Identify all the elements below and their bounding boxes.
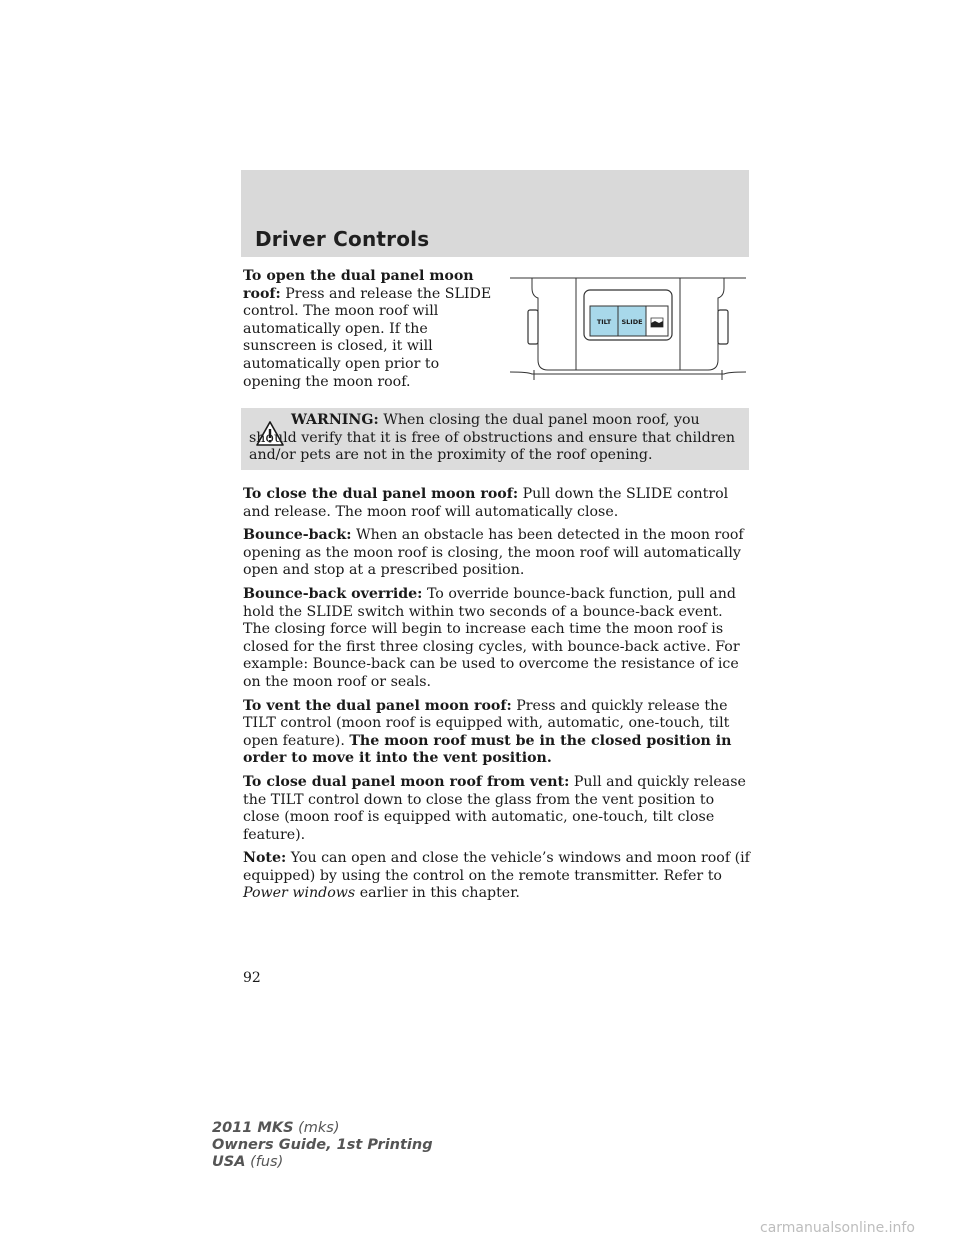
paragraph-bold-tail: The moon roof must be in the closed position in order to move it into the vent position. (243, 732, 732, 767)
paragraph-text: Press and quickly release the TILT control (moon roof is equipped with, automatic, one-touch, tilt open feature). (243, 697, 730, 749)
paragraph-lead: To close the dual panel moon roof: (243, 486, 519, 502)
page-number: 92 (243, 970, 261, 986)
warning-text (249, 412, 741, 465)
paragraph-text: Pull and quickly release the TILT control down to close the glass from the vent position to close (moon roof is equipped with automatic, one-touch, tilt close feature). (243, 773, 746, 843)
tilt-label: TILT (596, 318, 612, 326)
footer-model-code: (mks) (298, 1120, 340, 1136)
paragraph-close (243, 486, 753, 521)
body-column (243, 486, 753, 909)
footer-line-guide: Owners Guide, 1st Printing (212, 1137, 433, 1153)
note-text: You can open and close the vehicle’s windows and moon roof (if equipped) by using the control on the remote transmitter. Refer to (243, 850, 750, 884)
paragraph-bounce-back (243, 527, 753, 580)
note-lead: Note: (243, 850, 287, 867)
paragraph-note (243, 850, 753, 903)
paragraph-close-from-vent (243, 774, 753, 844)
paragraph-lead: To vent the dual panel moon roof: (243, 697, 512, 714)
paragraph-lead: To close dual panel moon roof from vent: (243, 773, 570, 790)
paragraph-lead: Bounce-back: (243, 527, 352, 544)
note-link: Power windows (243, 885, 356, 902)
print-footer (212, 1120, 433, 1171)
warning-lead: WARNING: (291, 412, 379, 428)
moon-roof-control-illustration (508, 274, 748, 384)
slide-label: SLIDE (621, 318, 643, 326)
warning-body: When closing the dual panel moon roof, you should verify that it is free of obstructions and ensure that children and/or pets are not in the proximity of the roof opening. (249, 412, 736, 464)
footer-line-model (212, 1120, 433, 1137)
note-tail: earlier in this chapter. (359, 885, 520, 902)
paragraph-lead: Bounce-back override: (243, 585, 423, 602)
intro-lead: To open the dual panel moon roof: (243, 268, 474, 302)
intro-text: Press and release the SLIDE control. The moon roof will automatically open. If the sunscreen is closed, it will automatically open prior to opening the moon roof. (243, 285, 492, 390)
footer-model: 2011 MKS (212, 1120, 294, 1136)
right-lamp-lens (718, 310, 728, 344)
paragraph-vent (243, 698, 753, 768)
paragraph-text: To override bounce-back function, pull and hold the SLIDE switch within two seconds of a bounce-back event. The closing force will begin to increase each time the moon roof is closed for the first three closing cycles, with bounce-back active. For example: Bounce-back can be used to overcome the resistance of ice on the moon roof or seals. (243, 585, 740, 690)
left-lamp-lens (528, 310, 538, 344)
paragraph-text: Pull down the SLIDE control and release. The moon roof will automatically close. (243, 486, 729, 520)
footer-market: USA (212, 1154, 246, 1170)
intro-paragraph (243, 268, 501, 391)
watermark: carmanualsonline.info (760, 1220, 915, 1236)
paragraph-bounce-back-override (243, 586, 753, 692)
footer-line-market (212, 1154, 433, 1171)
warning-box (241, 408, 749, 470)
section-title: Driver Controls (255, 227, 430, 251)
footer-market-code: (fus) (250, 1154, 284, 1170)
section-header (241, 170, 749, 257)
paragraph-text: When an obstacle has been detected in the moon roof opening as the moon roof is closing, the moon roof will automatically open and stop at a prescribed position. (243, 527, 744, 579)
